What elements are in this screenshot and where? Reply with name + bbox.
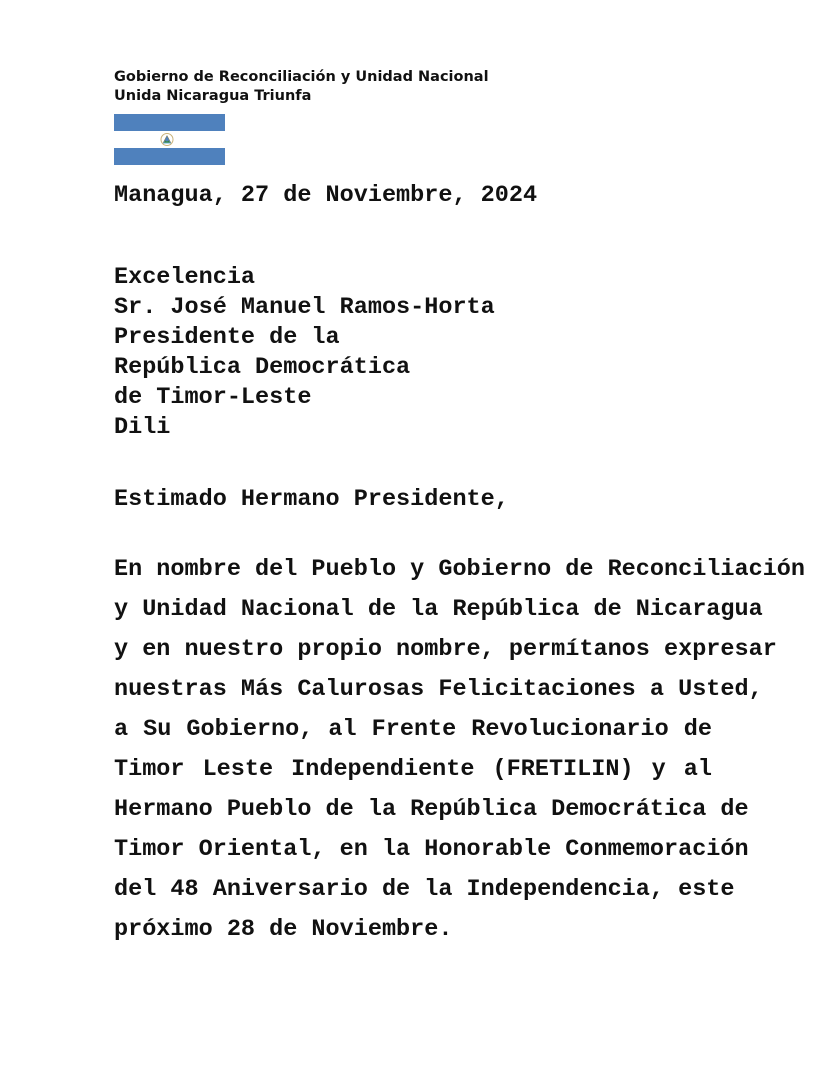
address-line: Excelencia: [114, 264, 256, 291]
body-line: nuestras Más Calurosas Felicitaciones a Usted,: [114, 676, 763, 703]
body-line: Timor Oriental, en la Honorable Conmemoración: [114, 836, 749, 863]
flag-bottom-band: [114, 148, 225, 165]
address-line: Presidente de la: [114, 324, 340, 351]
body-line: Hermano Pueblo de la República Democrática de: [114, 796, 749, 823]
body-line: y en nuestro propio nombre, permítanos expresar: [114, 636, 777, 663]
flag-top-band: [114, 114, 225, 131]
letterhead-slogan: Unida Nicaragua Triunfa: [114, 88, 312, 104]
body-line: En nombre del Pueblo y Gobierno de Reconciliación: [114, 556, 806, 583]
letter-date: Managua, 27 de Noviembre, 2024: [114, 182, 538, 209]
coat-of-arms-icon: [160, 133, 174, 146]
address-line: de Timor-Leste: [114, 384, 312, 411]
flag-center-band: [114, 131, 225, 148]
body-line: y Unidad Nacional de la República de Nicaragua: [114, 596, 763, 623]
letter-body: [114, 550, 806, 950]
body-line: próximo 28 de Noviembre.: [114, 916, 453, 943]
letterhead: [114, 68, 489, 106]
letterhead-government-name: Gobierno de Reconciliación y Unidad Nacional: [114, 69, 489, 85]
recipient-address: [114, 263, 495, 443]
body-line: Timor Leste Independiente (FRETILIN) y al: [114, 756, 712, 783]
salutation: Estimado Hermano Presidente,: [114, 486, 509, 513]
address-line: República Democrática: [114, 354, 411, 381]
nicaragua-flag-icon: [114, 114, 225, 165]
body-line: a Su Gobierno, al Frente Revolucionario de: [114, 716, 712, 743]
address-line: Sr. José Manuel Ramos-Horta: [114, 294, 495, 321]
address-line: Dili: [114, 414, 171, 441]
body-line: del 48 Aniversario de la Independencia, este: [114, 876, 735, 903]
